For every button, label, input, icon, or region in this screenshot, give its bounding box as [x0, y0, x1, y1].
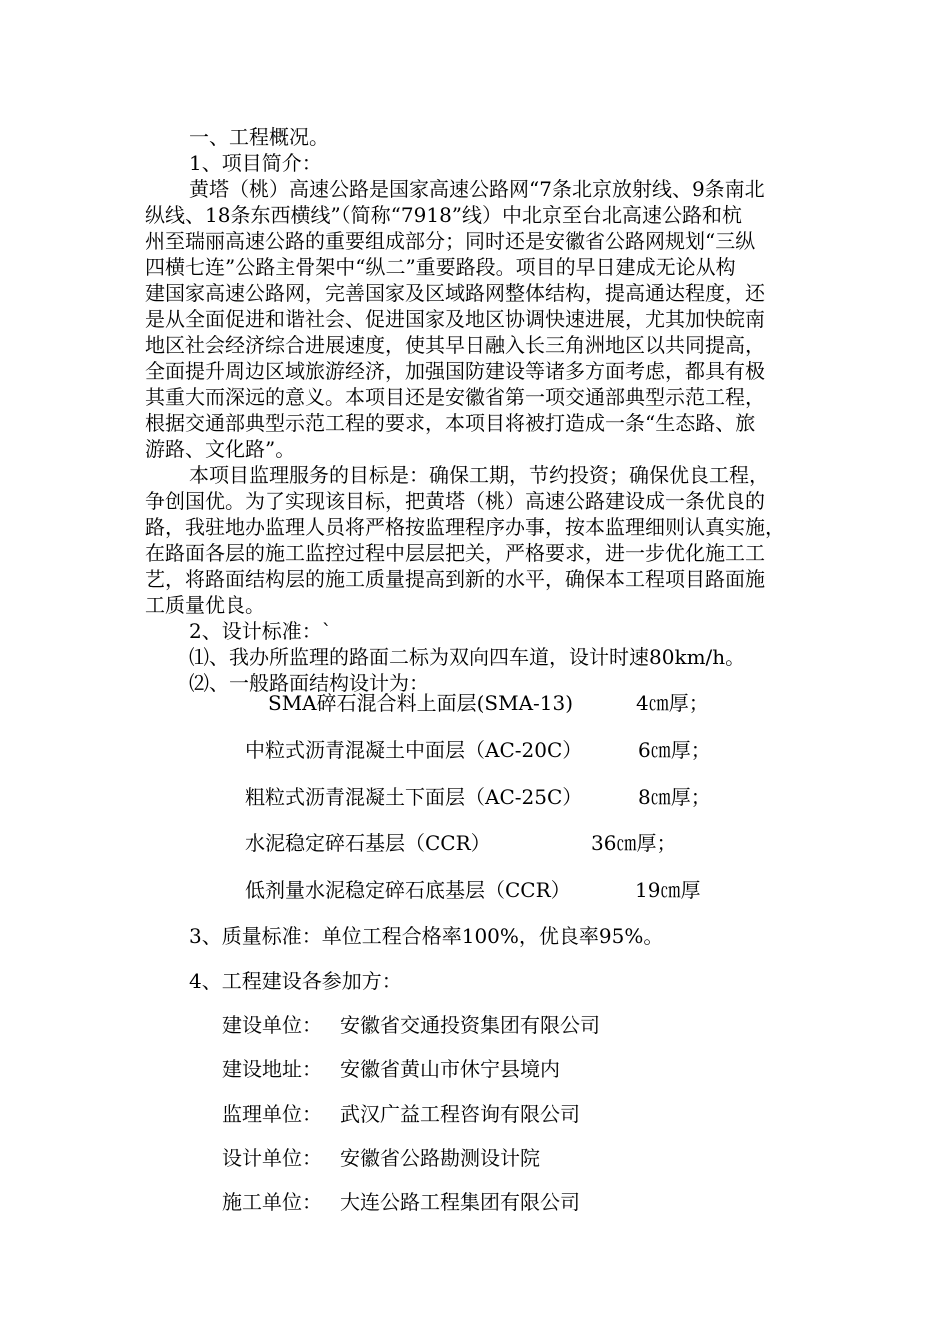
paragraph-line: 路，我驻地办监理人员将严格按监理程序办事，按本监理细则认真实施，: [145, 515, 785, 539]
paragraph-line: 游路、文化路”。: [145, 437, 296, 461]
participant-label: 建设地址：: [222, 1057, 322, 1081]
layer-name: SMA碎石混合料上面层(SMA-13): [268, 691, 574, 715]
layer-name: 粗粒式沥青混凝土下面层（AC-25C）: [245, 785, 583, 809]
design-item-2: ⑵、一般路面结构设计为：: [189, 671, 429, 695]
paragraph-line: 其重大而深远的意义。本项目还是安徽省第一项交通部典型示范工程，: [145, 385, 765, 409]
participant-row: [222, 1101, 580, 1127]
participant-row: [222, 1056, 560, 1082]
paragraph-line: 地区社会经济综合进展速度，使其早日融入长三角洲地区以共同提高，: [145, 333, 765, 357]
pavement-layer-row: [268, 690, 709, 716]
participant-label: 设计单位：: [222, 1146, 322, 1170]
subsection-quality-standard: 3、质量标准：单位工程合格率100%，优良率95%。: [189, 924, 664, 948]
paragraph-line: 是从全面促进和谐社会、促进国家及地区协调快速进展，尤其加快皖南: [145, 307, 765, 331]
paragraph-line: 根据交通部典型示范工程的要求，本项目将被打造成一条“生态路、旅: [145, 411, 756, 435]
participant-label: 建设单位：: [222, 1013, 322, 1037]
layer-name: 低剂量水泥稳定碎石底基层（CCR）: [245, 878, 571, 902]
design-item-1: ⑴、我办所监理的路面二标为双向四车道，设计时速80km/h。: [189, 645, 746, 669]
pavement-layer-row: [245, 830, 677, 856]
participant-row: [222, 1145, 540, 1171]
pavement-layer-row: [245, 784, 711, 810]
layer-thickness: 19㎝厚: [635, 878, 701, 902]
participant-row: [222, 1012, 600, 1038]
layer-name: 水泥稳定碎石基层（CCR）: [245, 831, 491, 855]
subsection-participants: 4、工程建设各参加方：: [189, 969, 402, 993]
participant-value: 安徽省黄山市休宁县境内: [340, 1057, 560, 1081]
paragraph-line: 州至瑞丽高速公路的重要组成部分；同时还是安徽省公路网规划“三纵: [145, 229, 756, 253]
subsection-project-intro: 1、项目简介：: [189, 151, 322, 175]
participant-value: 安徽省交通投资集团有限公司: [340, 1013, 600, 1037]
participant-value: 安徽省公路勘测设计院: [340, 1146, 540, 1170]
layer-thickness: 6㎝厚；: [638, 738, 711, 762]
paragraph-line: 纵线、18条东西横线”（简称“7918”线）中北京至台北高速公路和杭: [145, 203, 743, 227]
paragraph-line: 黄塔（桃）高速公路是国家高速公路网“7条北京放射线、9条南北: [189, 177, 765, 201]
section-heading: 一、工程概况。: [189, 125, 329, 149]
layer-thickness: 4㎝厚；: [636, 691, 709, 715]
paragraph-line: 艺，将路面结构层的施工质量提高到新的水平，确保本工程项目路面施: [145, 567, 765, 591]
participant-label: 施工单位：: [222, 1190, 322, 1214]
layer-thickness: 36㎝厚；: [591, 831, 677, 855]
paragraph-line: 全面提升周边区域旅游经济，加强国防建设等诸多方面考虑，都具有极: [145, 359, 765, 383]
paragraph-line: 工质量优良。: [145, 593, 265, 617]
paragraph-line: 四横七连”公路主骨架中“纵二”重要路段。项目的早日建成无论从构: [145, 255, 736, 279]
layer-thickness: 8㎝厚；: [638, 785, 711, 809]
paragraph-line: 争创国优。为了实现该目标，把黄塔（桃）高速公路建设成一条优良的: [145, 489, 765, 513]
layer-name: 中粒式沥青混凝土中面层（AC-20C）: [245, 738, 583, 762]
paragraph-line: 本项目监理服务的目标是：确保工期，节约投资；确保优良工程，: [189, 463, 769, 487]
paragraph-line: 在路面各层的施工监控过程中层层把关，严格要求，进一步优化施工工: [145, 541, 765, 565]
paragraph-line: 建国家高速公路网，完善国家及区域路网整体结构，提高通达程度，还: [145, 281, 765, 305]
participant-label: 监理单位：: [222, 1102, 322, 1126]
participant-value: 大连公路工程集团有限公司: [340, 1190, 580, 1214]
subsection-design-standard: 2、设计标准：`: [189, 619, 332, 643]
pavement-layer-row: [245, 877, 701, 903]
participant-value: 武汉广益工程咨询有限公司: [340, 1102, 580, 1126]
pavement-layer-row: [245, 737, 711, 763]
participant-row: [222, 1189, 580, 1215]
